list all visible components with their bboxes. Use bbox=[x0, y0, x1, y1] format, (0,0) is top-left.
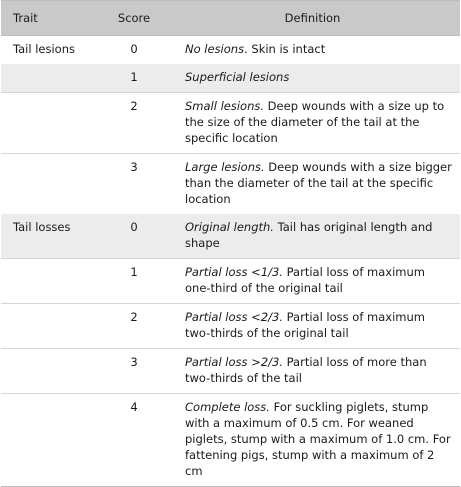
score-cell: 3 bbox=[95, 154, 173, 215]
score-cell: 3 bbox=[95, 349, 173, 394]
trait-cell: Tail lesions bbox=[13, 42, 75, 56]
definition-term: Partial loss >2/3. bbox=[185, 355, 283, 369]
definition-cell bbox=[173, 93, 460, 154]
definition-cell bbox=[173, 259, 460, 304]
definition-term: Large lesions. bbox=[185, 160, 265, 174]
table-row bbox=[1, 349, 460, 394]
definition-text: Deep wounds with a size up to the size of the diameter of the tail at the specific location bbox=[185, 99, 445, 145]
table-row bbox=[1, 394, 460, 487]
definition-cell bbox=[173, 394, 460, 487]
definition-term: No lesions bbox=[185, 42, 245, 56]
definition-text: . Skin is intact bbox=[244, 42, 326, 56]
score-cell: 0 bbox=[95, 214, 173, 259]
definition-text: Partial loss of more than two-thirds of the tail bbox=[185, 355, 427, 385]
table-row bbox=[1, 259, 460, 304]
table-row bbox=[1, 36, 460, 65]
header-row bbox=[1, 1, 460, 36]
trait-cell bbox=[1, 64, 95, 93]
definition-term: Partial loss <2/3. bbox=[185, 310, 283, 324]
table-row bbox=[1, 304, 460, 349]
score-cell: 2 bbox=[95, 93, 173, 154]
header-trait: Trait bbox=[1, 1, 95, 36]
definition-cell bbox=[173, 64, 460, 93]
trait-cell bbox=[1, 93, 95, 154]
scoring-table bbox=[1, 0, 460, 487]
header-score: Score bbox=[95, 1, 173, 36]
definition-text: Partial loss of maximum one-third of the original tail bbox=[185, 265, 425, 295]
trait-cell: Tail losses bbox=[1, 214, 95, 259]
header-definition: Definition bbox=[173, 1, 460, 36]
definition-text: Partial loss of maximum two-thirds of the original tail bbox=[185, 310, 425, 340]
definition-term: Superficial lesions bbox=[185, 70, 290, 84]
definition-term: Original length. bbox=[185, 220, 274, 234]
trait-cell bbox=[1, 259, 95, 304]
definition-text: Deep wounds with a size bigger than the diameter of the tail at the specific location bbox=[185, 160, 452, 206]
definition-cell bbox=[173, 214, 460, 259]
score-cell: 2 bbox=[95, 304, 173, 349]
table-row bbox=[1, 214, 460, 259]
table-row bbox=[1, 154, 460, 215]
definition-text: Tail has original length and shape bbox=[185, 220, 433, 250]
trait-cell bbox=[1, 154, 95, 215]
trait-cell bbox=[1, 349, 95, 394]
definition-cell bbox=[173, 349, 460, 394]
definition-cell bbox=[173, 36, 460, 65]
score-cell: 1 bbox=[95, 64, 173, 93]
definition-text: For suckling piglets, stump with a maximum of 0.5 cm. For weaned piglets, stump with a maximum of 1.0 cm. For fattening pigs, stump with a maximum of 2 cm bbox=[185, 400, 451, 478]
definition-cell bbox=[173, 304, 460, 349]
definition-term: Complete loss. bbox=[185, 400, 270, 414]
score-cell: 1 bbox=[95, 259, 173, 304]
table-row bbox=[1, 93, 460, 154]
definition-term: Small lesions. bbox=[185, 99, 265, 113]
score-cell: 4 bbox=[95, 394, 173, 487]
score-cell: 0 bbox=[130, 42, 138, 56]
trait-cell bbox=[1, 394, 95, 487]
trait-cell bbox=[1, 304, 95, 349]
definition-cell bbox=[173, 154, 460, 215]
table-row bbox=[1, 64, 460, 93]
definition-term: Partial loss <1/3. bbox=[185, 265, 283, 279]
